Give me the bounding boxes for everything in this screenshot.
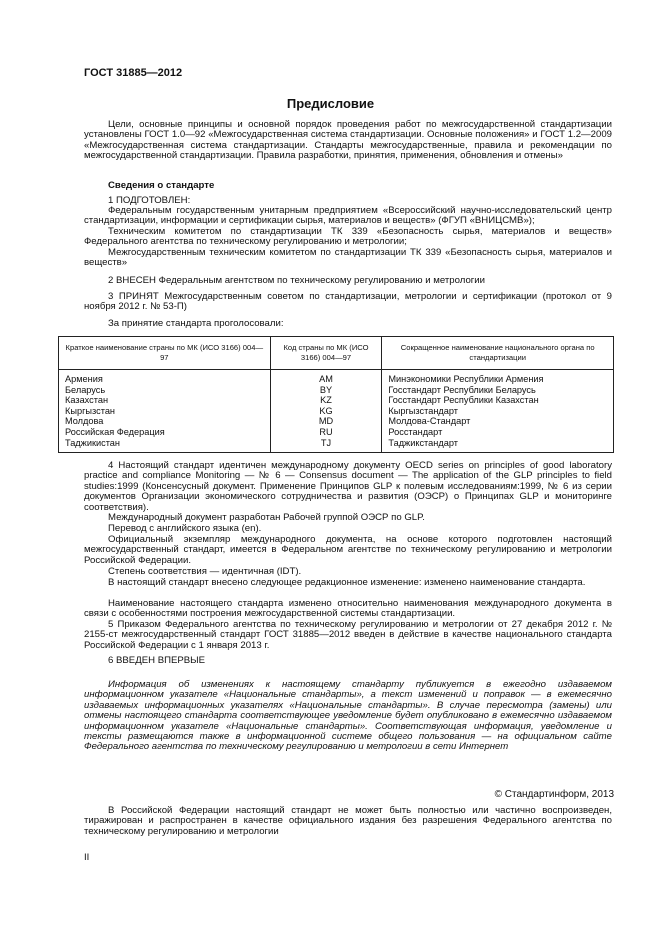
country-cell: Казахстан — [59, 395, 271, 406]
code-cell: RU — [270, 427, 382, 438]
rights-paragraph: В Российской Федерации настоящий стандарт не может быть полностью или частично воспроизведен, тиражирован и распространен в качестве официального издания без разрешения Федерального агентства по техническому регулированию и метрологии — [84, 805, 612, 837]
item1-paragraph-2: Техническим комитетом по стандартизации ТК 339 «Безопасность сырья, материалов и веществ» Федерального агентства по техническому регулированию и метрологии; — [84, 226, 612, 248]
table-header-row — [59, 337, 614, 370]
table-row — [59, 416, 614, 427]
page-number: II — [84, 852, 90, 863]
item4-paragraph-4: Официальный экземпляр международного документа, на основе которого подготовлен настоящий межгосударственный стандарт, имеется в Федеральном агентстве по техническому регулированию и метрологии Российской Федерации. — [84, 534, 612, 566]
code-cell: KZ — [270, 395, 382, 406]
code-cell: MD — [270, 416, 382, 427]
table-row — [59, 370, 614, 385]
item6-paragraph: 6 ВВЕДЕН ВПЕРВЫЕ — [108, 655, 206, 666]
body-cell: Росстандарт — [382, 427, 614, 438]
body-cell: Молдова-Стандарт — [382, 416, 614, 427]
page-title: Предисловие — [286, 96, 375, 111]
country-cell: Кыргызстан — [59, 406, 271, 417]
table-header-body: Сокращенное наименование национального органа по стандартизации — [382, 337, 614, 370]
table-row — [59, 395, 614, 406]
country-cell: Молдова — [59, 416, 271, 427]
item4-paragraph-5: Степень соответствия — идентичная (IDT). — [108, 566, 302, 577]
code-cell: KG — [270, 406, 382, 417]
info-heading: Сведения о стандарте — [108, 180, 215, 191]
body-cell: Кыргызстандарт — [382, 406, 614, 417]
body-cell: Таджикстандарт — [382, 438, 614, 453]
intro-paragraph: Цели, основные принципы и основной порядок проведения работ по межгосударственной стандартизации установлены ГОСТ 1.0—92 «Межгосударственная система стандартизации. Основные положения» и ГОСТ 1.2—2009 «Межгосударственная система стандартизации. Стандарты межгосударственные, правила и рекомендации по межгосударственной стандартизации. Правила разработки, принятия, применения, обновления и отмены» — [84, 119, 612, 162]
item3-paragraph: 3 ПРИНЯТ Межгосударственным советом по стандартизации, метрологии и сертификации (протокол от 9 ноября 2012 г. № 53-П) — [84, 291, 612, 313]
voted-label: За принятие стандарта проголосовали: — [108, 318, 284, 329]
code-cell: BY — [270, 385, 382, 396]
item1-paragraph-1: Федеральным государственным унитарным предприятием «Всероссийский научно-исследовательский центр стандартизации, информации и сертификации сырья, материалов и веществ» (ФГУП «ВНИЦСМВ»); — [84, 205, 612, 227]
country-cell: Беларусь — [59, 385, 271, 396]
body-cell: Госстандарт Республики Казахстан — [382, 395, 614, 406]
item2-paragraph: 2 ВНЕСЕН Федеральным агентством по техническому регулированию и метрологии — [108, 275, 486, 286]
item5-paragraph: 5 Приказом Федерального агентства по техническому регулированию и метрологии от 27 декабря 2012 г. № 2155-ст межгосударственный стандарт ГОСТ 31885—2012 введен в действие в качестве национального стандарта Российской Федерации с 1 января 2013 г. — [84, 619, 612, 651]
body-cell: Минэкономики Республики Армения — [382, 370, 614, 385]
document-header: ГОСТ 31885—2012 — [84, 67, 183, 79]
table-row — [59, 385, 614, 396]
copyright-line: © Стандартинформ, 2013 — [494, 789, 614, 800]
item4-paragraph-7: Наименование настоящего стандарта изменено относительно наименования международного документа в связи с особенностями построения межгосударственной системы стандартизации. — [84, 598, 612, 620]
code-cell: TJ — [270, 438, 382, 453]
table-row — [59, 438, 614, 453]
item4-paragraph-1: 4 Настоящий стандарт идентичен международному документу OECD series on principles of good laboratory practice and compliance Monitoring — № 6 — Consensus document — The application of the GLP principles to field studies:1999 (Консенсусный документ. Применение Принципов GLP к полевым исследованиям:1999, № 6 из серии документов Организации экономического сотрудничества и развития (ОЭСР) о Принципах GLP и мониторинге соответствия). — [84, 460, 612, 513]
code-cell: AM — [270, 370, 382, 385]
country-cell: Российская Федерация — [59, 427, 271, 438]
voting-table — [58, 336, 614, 453]
body-cell: Госстандарт Республики Беларусь — [382, 385, 614, 396]
table-header-code: Код страны по МК (ИСО 3166) 004—97 — [270, 337, 382, 370]
country-cell: Армения — [59, 370, 271, 385]
table-row — [59, 406, 614, 417]
table-header-country: Краткое наименование страны по МК (ИСО 3166) 004—97 — [59, 337, 271, 370]
item1-title: 1 ПОДГОТОВЛЕН: — [108, 195, 191, 206]
item4-paragraph-3: Перевод с английского языка (en). — [108, 523, 262, 534]
item4-paragraph-2: Международный документ разработан Рабочей группой ОЭСР по GLP. — [108, 512, 425, 523]
table-row — [59, 427, 614, 438]
country-cell: Таджикистан — [59, 438, 271, 453]
item1-paragraph-3: Межгосударственным техническим комитетом по стандартизации ТК 339 «Безопасность сырья, материалов и веществ» — [84, 247, 612, 269]
item4-paragraph-6: В настоящий стандарт внесено следующее редакционное изменение: изменено наименование стандарта. — [108, 577, 586, 588]
notice-paragraph: Информация об изменениях к настоящему стандарту публикуется в ежегодно издаваемом информационном указателе «Национальные стандарты», а текст изменений и поправок — в ежемесячно издаваемых информационных указателях «Национальные стандарты». В случае пересмотра (замены) или отмены настоящего стандарта соответствующее уведомление будет опубликовано в ежемесячно издаваемом информационном указателе «Национальные стандарты». Соответствующая информация, уведомление и тексты размещаются также в информационной системе общего пользования — на официальном сайте Федерального агентства по техническому регулированию и метрологии в сети Интернет — [84, 679, 612, 753]
